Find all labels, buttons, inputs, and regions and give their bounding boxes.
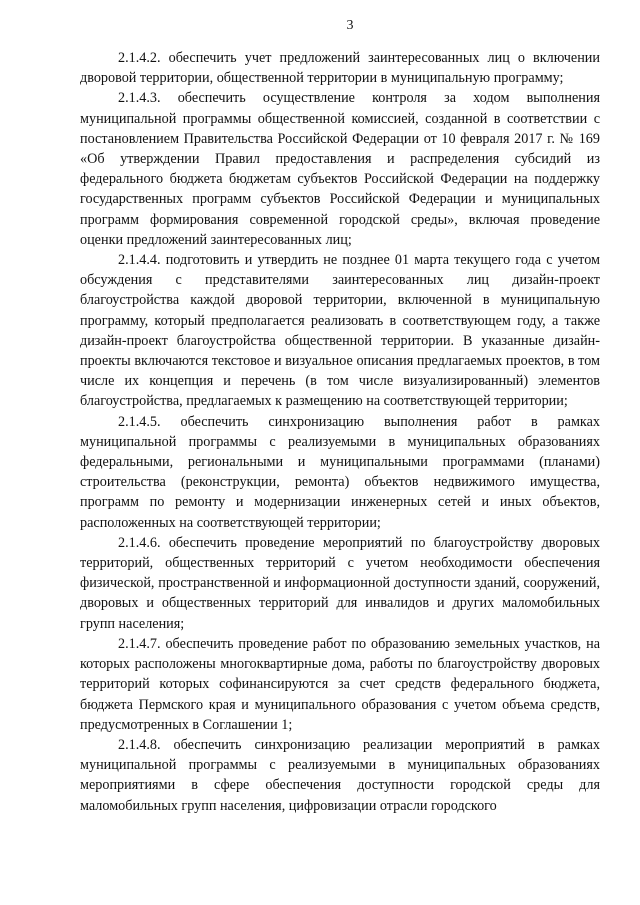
clause-2-1-4-6: 2.1.4.6. обеспечить проведение мероприятий по благоустройству дворовых территорий, общественных территорий с учетом необходимости обеспечения физической, пространственной и информационной доступности зданий, сооружений, дворовых и общественных территорий для инвалидов и других маломобильных групп населения; bbox=[80, 534, 600, 632]
clause-2-1-4-2: 2.1.4.2. обеспечить учет предложений заинтересованных лиц о включении дворовой территории, общественной территории в муниципальную программу; bbox=[80, 50, 600, 87]
clause-2-1-4-5: 2.1.4.5. обеспечить синхронизацию выполнения работ в рамках муниципальной программы с реализуемыми в муниципальных образованиях федеральными, региональными и муниципальными программами (планами) строительства (реконструкции, ремонта) объектов недвижимого имущества, программ по ремонту и модернизации инженерных сетей и иных объектов, расположенных на соответствующей территории; bbox=[80, 413, 600, 531]
clause-2-1-4-8: 2.1.4.8. обеспечить синхронизацию реализации мероприятий в рамках муниципальной программы с реализуемыми в муниципальных образованиях мероприятиями в сфере обеспечения доступности городской среды для маломобильных групп населения, цифровизации отрасли городского bbox=[80, 736, 600, 814]
clause-2-1-4-3: 2.1.4.3. обеспечить осуществление контроля за ходом выполнения муниципальной программы общественной комиссией, созданной в соответствии с постановлением Правительства Российской Федерации от 10 февраля 2017 г. № 169 «Об утверждении Правил предоставления и распределения субсидий из федерального бюджета бюджетам субъектов Российской Федерации на поддержку государственных программ субъектов Российской Федерации и муниципальных программ формирования современной городской среды», включая проведение оценки предложений заинтересованных лиц; bbox=[80, 90, 600, 248]
clause-2-1-4-7: 2.1.4.7. обеспечить проведение работ по образованию земельных участков, на которых расположены многоквартирные дома, работы по благоустройству дворовых территорий которых софинансируются за счет средств федерального бюджета, бюджета Пермского края и муниципального образования с учетом объема средств, предусмотренных в Соглашении 1; bbox=[80, 635, 600, 733]
clause-2-1-4-4: 2.1.4.4. подготовить и утвердить не позднее 01 марта текущего года с учетом обсуждения с представителями заинтересованных лиц дизайн-проект благоустройства каждой дворовой территории, включенной в муниципальную программу, который предполагается реализовать в соответствующем году, а также дизайн-проект благоустройства общественной территории. В указанные дизайн-проекты включаются текстовое и визуальное описания предлагаемых проектов, в том числе их концепция и перечень (в том числе визуализированный) элементов благоустройства, предлагаемых к размещению на соответствующей территории; bbox=[80, 252, 600, 410]
page-number: 3 bbox=[346, 18, 354, 33]
